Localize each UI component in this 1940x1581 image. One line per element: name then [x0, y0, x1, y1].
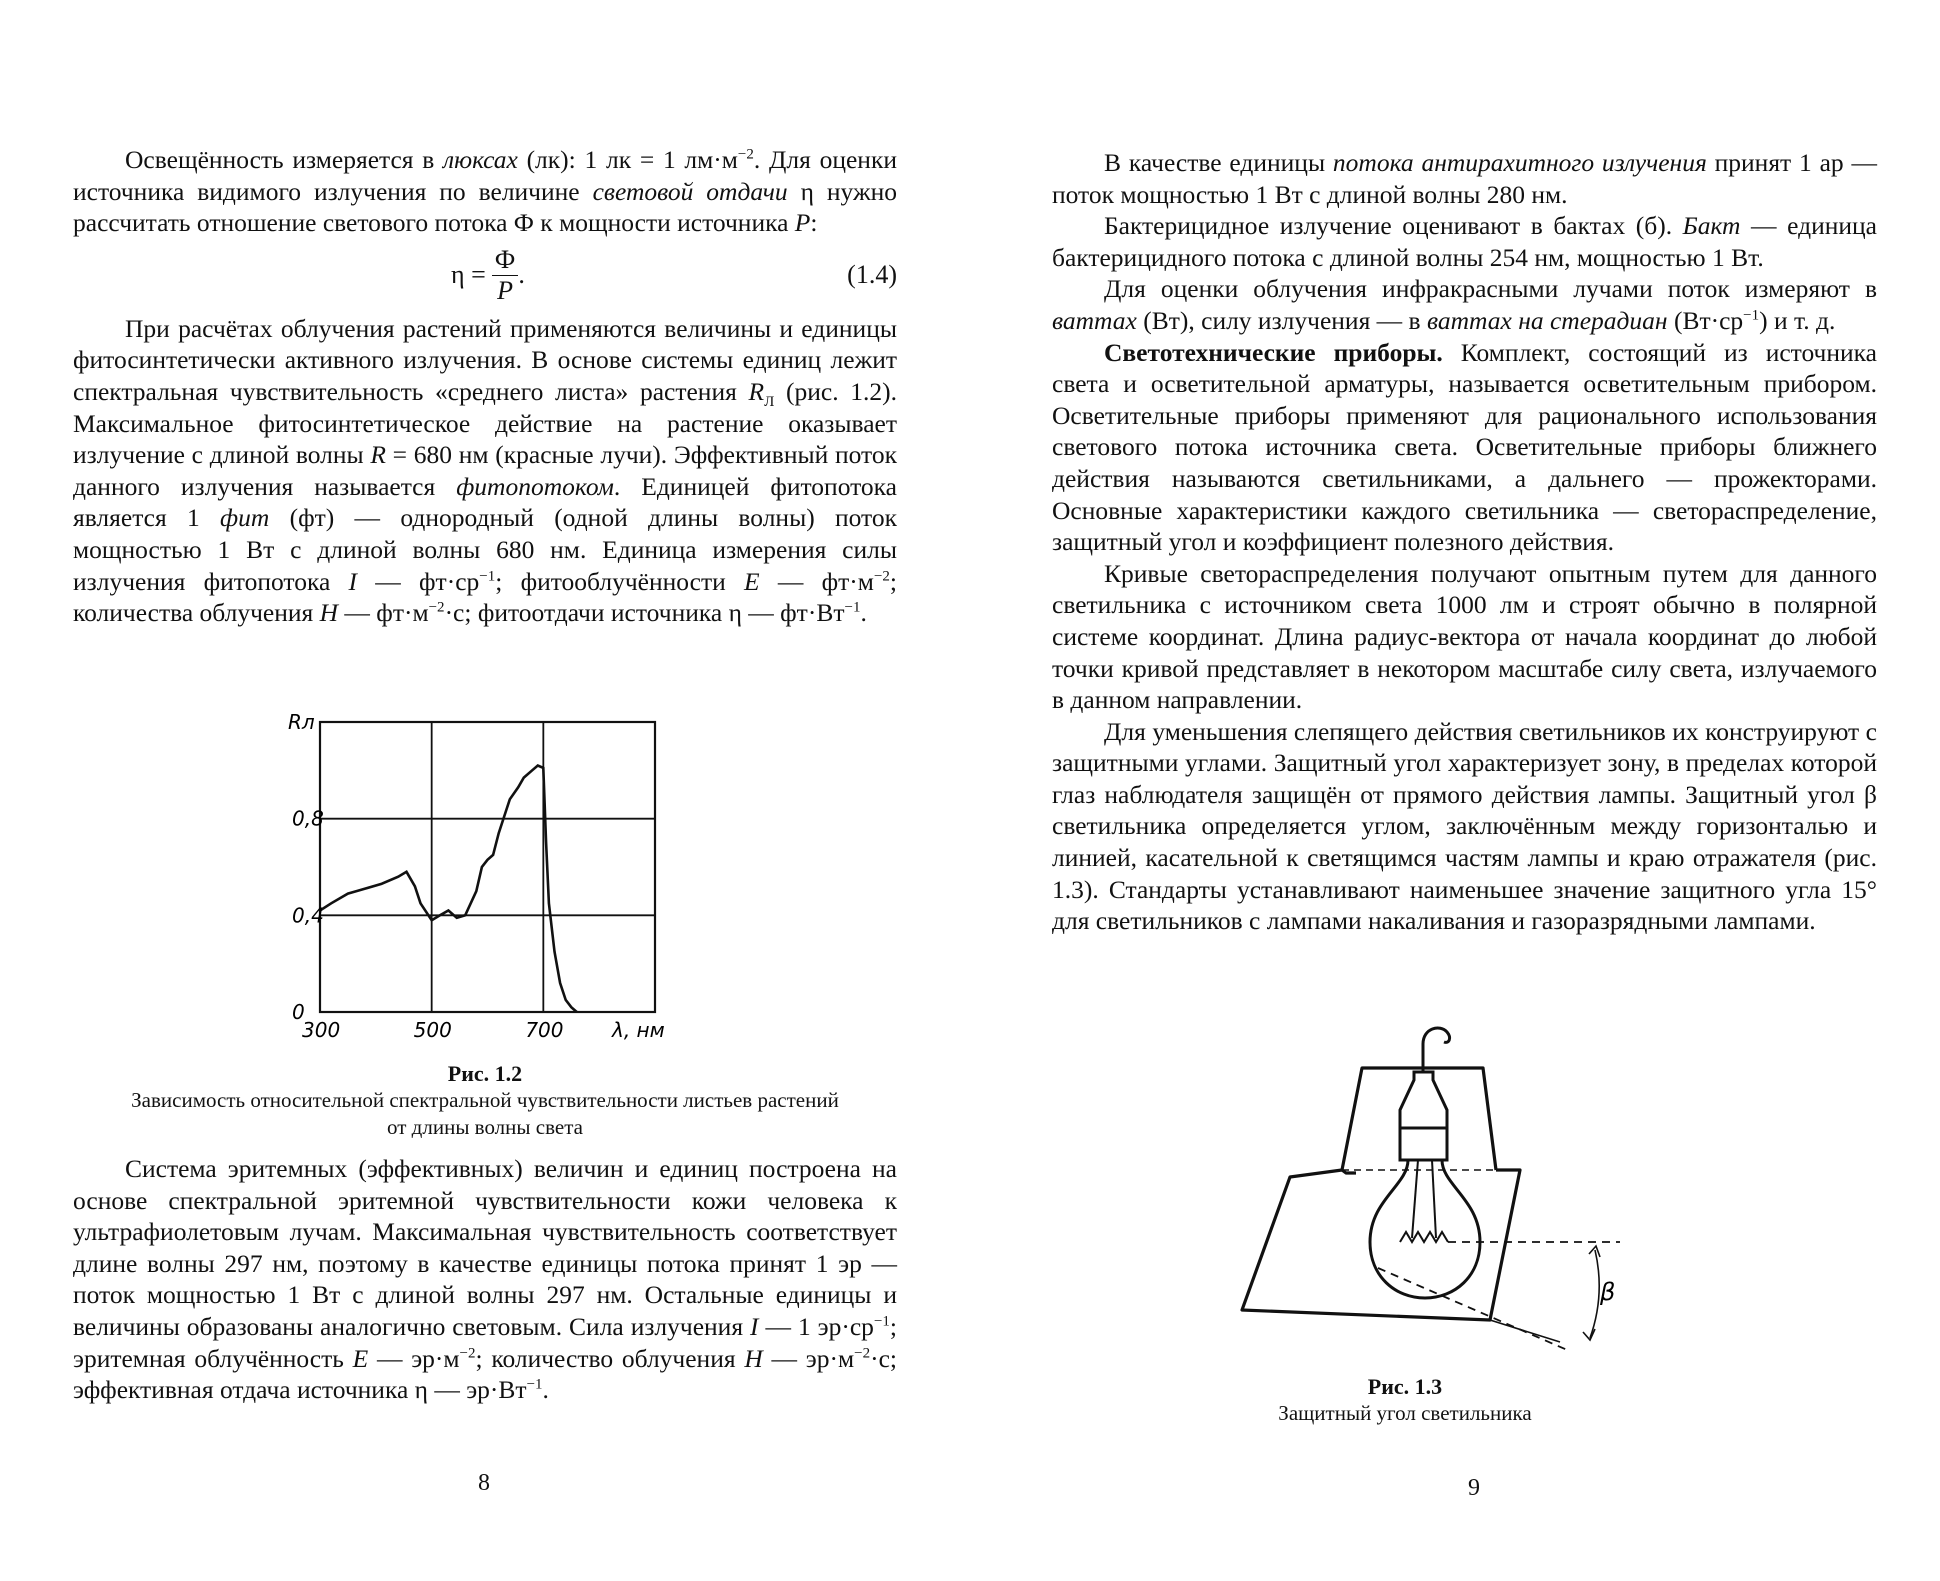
y-axis-label: Rл: [288, 710, 315, 734]
right-page: [970, 0, 1940, 1581]
x-axis-label: λ, нм: [612, 1018, 665, 1042]
paragraph-erythema: Система эритемных (эффективных) величин и единиц построена на основе спектральной эритемной чувствительности кожи человека к ультрафиолетовым лучам. Максимальная чувствительность соответствует длине волны 297 нм, поэтому в качестве единицы потока принят 1 эр — поток мощностью 1 Вт с длиной волны 297 нм. Остальные единицы и величины образованы аналогично световым. Сила излучения I — 1 $эр\cdot ср^{-1}$; эритемная облучённость E — $эр\cdot м^{-2}$; количество облучения H — $эр\cdot м^{-2}\cdot с$; эффективная отдача источника η — $эр\cdot Вт^{-1}$.: [73, 1154, 897, 1405]
y-tick-label-0: 0: [292, 1000, 305, 1024]
page-number-right: 9: [1468, 1475, 1480, 1501]
lamp-filament: [1400, 1160, 1448, 1242]
page-number-left: 8: [478, 1470, 490, 1496]
arrow-head-top: [1589, 1246, 1600, 1257]
formula-expression: η = $\frac{Ф}{P}$ .: [451, 244, 525, 305]
socket-body: [1400, 1065, 1447, 1160]
paragraph-distribution-curves: Кривые светораспределения получают опытным путем для данного светильника с источником света 1000 лм и строят обычно в полярной системе координат. Длина радиус-вектора от начала координат до любой точки кривой представляет в некотором масштабе силу света, излучаемого в данном направлении.: [1052, 558, 1877, 715]
hook: [1423, 1028, 1450, 1065]
chart-grid: [320, 722, 655, 1012]
figure-1-2-caption-line1: Зависимость относительной спектральной чувствительности листьев растений: [131, 1088, 839, 1112]
filament-support-left: [1412, 1160, 1418, 1238]
section-heading: Светотехнические приборы.: [1104, 337, 1443, 367]
left-text-column: [73, 144, 897, 629]
paragraph-lighting-devices: Светотехнические приборы. Комплект, состоящий из источника света и осветительной арматуры, называется осветительным прибором. Осветительные приборы применяют для рационального использования светового потока источника света. Осветительные приборы ближнего действия называются светильниками, а дальнего — прожекторами. Основные характеристики каждого светильника — светораспределение, защитный угол и коэффициент полезного действия.: [1052, 337, 1877, 557]
filament-coil: [1400, 1232, 1448, 1242]
right-text-column: [1052, 147, 1877, 937]
angle-beta-label: β: [1600, 1278, 1616, 1306]
figure-1-3-caption-line1: Защитный угол светильника: [1278, 1401, 1532, 1425]
paragraph-infrared: Для оценки облучения инфракрасными лучами поток измеряют в ваттах (Вт), силу излучения — в ваттах на стерадиан $(Вт\cdot ср^{-1})$ и т. д.: [1052, 274, 1877, 335]
chart-frame: [320, 722, 655, 1012]
formula-number: (1.4): [847, 259, 897, 289]
socket: [1400, 1065, 1447, 1160]
luminaire-shade: [1242, 1170, 1520, 1320]
figure-1-2-number: Рис. 1.2: [447, 1061, 523, 1086]
y-tick-label-0,4: 0,4: [292, 903, 324, 928]
paragraph-bactericidal: Бактерицидное излучение оценивают в бактах (б). Бакт — единица бактерицидного потока с длиной волны 254 нм, мощностью 1 Вт.: [1052, 211, 1877, 272]
paragraph-protective-angle: Для уменьшения слепящего действия светильников их конструируют с защитными углами. Защитный угол характеризует зону, в пределах которой глаз наблюдателя защищён от прямого действия лампы. Защитный угол β светильника определяется углом, заключённым между горизонталью и линией, касательной к светящимся частям лампы и краю отражателя (рис. 1.3). Стандарты устанавливают наименьшее значение защитного угла 15° для светильников с лампами накаливания и газоразрядными лампами.: [1052, 716, 1877, 936]
figure-1-3-caption: [1125, 1373, 1685, 1427]
tangent-extension: [1490, 1320, 1560, 1342]
luminaire-top: [1342, 1068, 1496, 1173]
angle-arc: [1590, 1250, 1599, 1338]
spectral-sensitivity-chart: [280, 705, 700, 1050]
paragraph-phyto: При расчётах облучения растений применяются величины и единицы фитосинтетически активного излучения. В основе системы единиц лежит спектральная чувствительность «среднего листа» растения $R_Л$ (рис. 1.2). Максимальное фитосинтетическое действие на растение оказывает излучение с длиной волны R = 680 нм (красные лучи). Эффективный поток данного излучения называется фитопотоком. Единицей фитопотока является 1 фит (фт) — однородный (одной длины волны) поток мощностью 1 Вт с длиной волны 680 нм. Единица измерения силы излучения фитопотока I — $фт\cdot ср^{-1}$; фитооблучённости E — $фт\cdot м^{-2}$; количества облучения H — $фт\cdot м^{-2}\cdot с$; фитоотдачи источника η — $фт\cdot Вт^{-1}$.: [73, 313, 897, 628]
x-tick-label-700: 700: [525, 1018, 564, 1042]
luminaire-protective-angle-figure: [1240, 1010, 1640, 1350]
paragraph-illuminance: Освещённость измеряется в люксах (лк): 1 лк = 1 $лм\cdot м^{-2}$. Для оценки источника видимого излучения по величине световой отдачи η нужно рассчитать отношение светового потока Ф к мощности источника P:: [73, 145, 897, 238]
x-tick-label-500: 500: [413, 1018, 452, 1042]
left-text-column-bottom: [73, 1153, 897, 1406]
figure-1-2-caption: [40, 1060, 930, 1141]
figure-1-2-caption-line2: от длины волны света: [387, 1115, 583, 1139]
formula-fraction: $\frac{Ф}{P}$: [492, 245, 519, 306]
series-line-rl: [320, 766, 577, 1013]
figure-1-3-number: Рис. 1.3: [1367, 1374, 1443, 1399]
filament-support-right: [1432, 1160, 1436, 1238]
y-tick-label-0,8: 0,8: [292, 806, 324, 831]
bulb-glass: [1370, 1160, 1480, 1298]
lamp-bulb: [1370, 1160, 1480, 1298]
formula-1-4: [73, 241, 897, 313]
paragraph-antirachitic: В качестве единицы потока антирахитного излучения принят 1 ар — поток мощностью 1 Вт с длиной волны 280 нм.: [1052, 148, 1877, 209]
x-tick-label-300: 300: [302, 1018, 341, 1042]
tangent-line: [1378, 1268, 1595, 1350]
chart-tick-labels: [292, 807, 564, 1042]
